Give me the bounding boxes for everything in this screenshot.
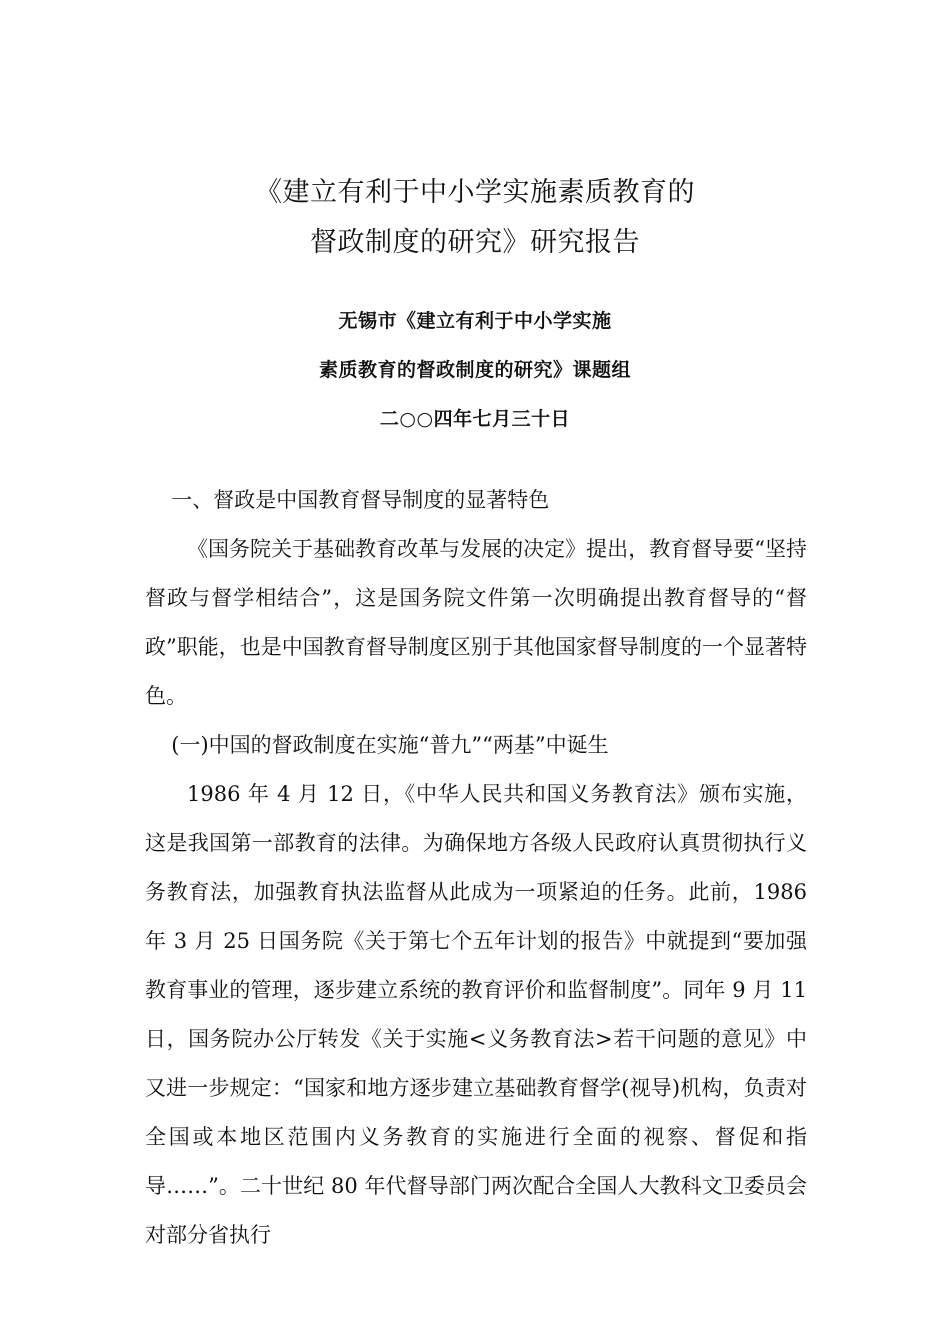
subsection-heading: (一)中国的督政制度在实施“普九”“两基”中诞生 <box>171 733 609 757</box>
report-title-line-2: 督政制度的研究》研究报告 <box>310 227 640 258</box>
body-paragraph: 《国务院关于基础教育改革与发展的决定》提出，教育督导要“坚持督政与督学相结合”，这是国务院文件第一次明确提出教育督导的“督政”职能，也是中国教育督导制度区别于其他国家督导制度的一个显著特色。 <box>145 537 807 708</box>
section-heading: 一、督政是中国教育督导制度的显著特色 <box>171 488 550 512</box>
report-date: 二○○四年七月三十日 <box>379 408 571 430</box>
report-title-line-1: 《建立有利于中小学实施素质教育的 <box>255 177 695 208</box>
body-paragraph: 1986 年 4 月 12 日，《中华人民共和国义务教育法》颁布实施，这是我国第一部教育的法律。为确保地方各级人民政府认真贯彻执行义务教育法，加强教育执法监督从此成为一项紧迫的任务。此前，1986 年 3 月 25 日国务院《关于第七个五年计划的报告》中就提到“要加强教育事业的管理，逐步建立系统的教育评价和监督制度”。同年 9 月 11 日，国务院办公厅转发《关于实施<义务教育法>若干问题的意见》中又进一步规定：“国家和地方逐步建立基础教育督学(视导)机构，负责对全国或本地区范围内义务教育的实施进行全面的视察、督促和指导……”。二十世纪 80 年代督导部门两次配合全国人大教科文卫委员会对部分省执行 <box>145 782 807 1247</box>
report-body <box>145 476 807 1260</box>
author-line-1: 无锡市《建立有利于中小学实施 <box>338 310 612 332</box>
author-line-2: 素质教育的督政制度的研究》课题组 <box>318 359 631 381</box>
